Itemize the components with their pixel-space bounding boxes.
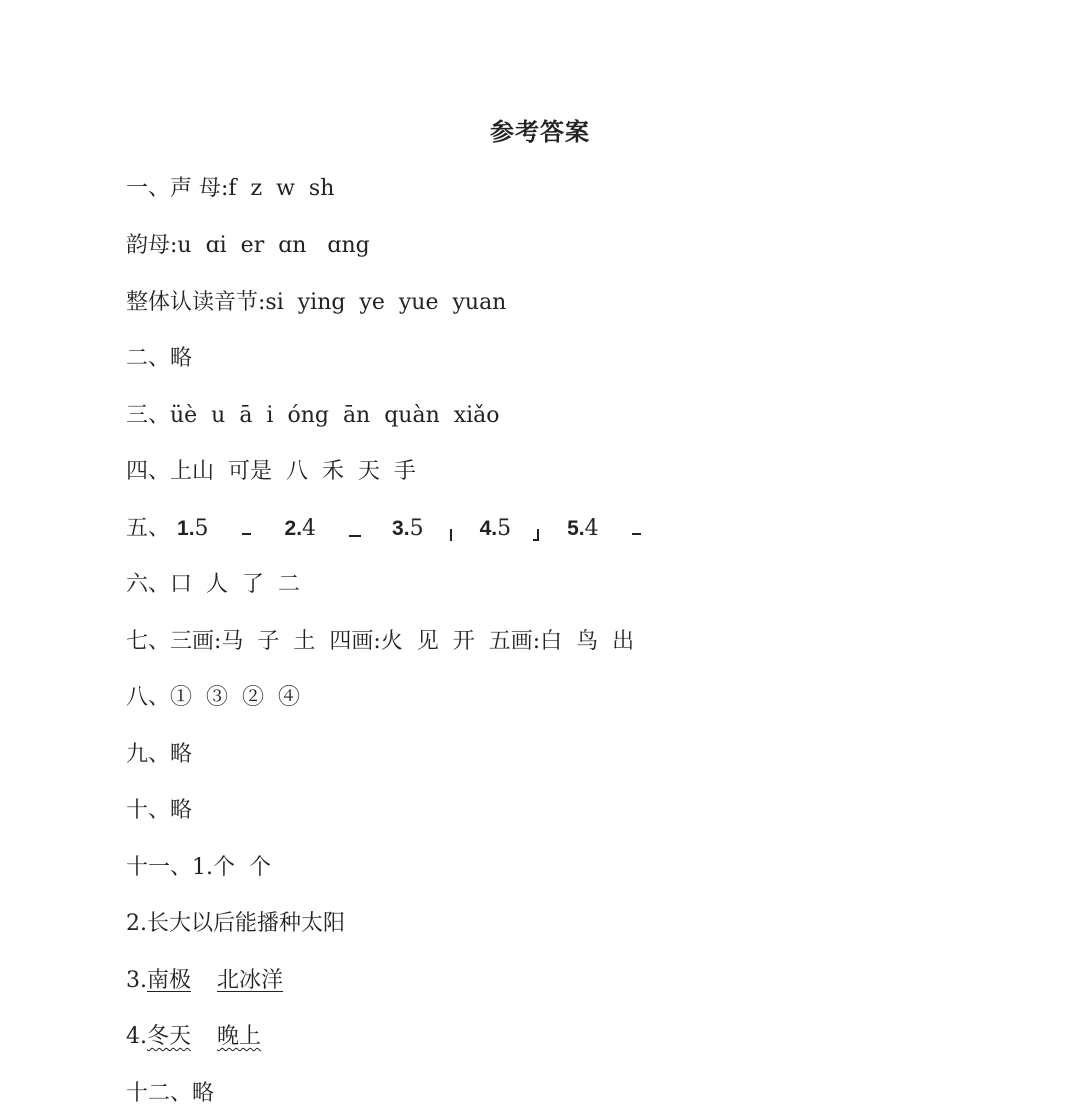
answer-line-7: 七、三画:马 子 土 四画:火 见 开 五画:白 鸟 出 — [126, 629, 635, 654]
answer-line-11-3 — [126, 966, 283, 996]
answer-line-4: 四、上山 可是 八 禾 天 手 — [126, 459, 416, 484]
answer-line-10: 十、略 — [126, 798, 193, 823]
answer-11-4-prefix: 4. — [126, 1024, 147, 1049]
answer-line-6: 六、口 人 了 二 — [126, 572, 300, 597]
answer-5-item-2: 2.4 — [285, 514, 358, 544]
answer-line-11-4 — [126, 1022, 261, 1052]
answer-line-1-initials: 一、声 母:f z w sh — [126, 176, 335, 201]
answer-line-5 — [126, 514, 640, 544]
page-title: 参考答案 — [490, 117, 590, 146]
answer-line-3: 三、üè u ā i óng ān quàn xiǎo — [126, 403, 500, 428]
stroke-mark-horizontal — [349, 527, 357, 535]
stroke-mark-vertical-hook — [534, 527, 542, 535]
answer-line-9: 九、略 — [126, 742, 193, 767]
answer-line-2: 二、略 — [126, 346, 193, 371]
answer-line-finals: 韵母:u ɑi er ɑn ɑng — [126, 233, 370, 258]
answer-11-3-prefix: 3. — [126, 968, 147, 993]
wavy-underlined-answer: 晚上 — [217, 1024, 262, 1049]
answer-5-prefix: 五、 — [126, 516, 171, 541]
answer-5-item-1: 1.5 — [177, 514, 250, 544]
answer-line-whole-syllables: 整体认读音节:si ying ye yue yuan — [126, 290, 507, 315]
stroke-mark-vertical — [447, 527, 455, 535]
answer-5-item-4: 4.5 — [480, 514, 543, 544]
wavy-underlined-answer: 冬天 — [147, 1024, 192, 1049]
underlined-answer: 南极 — [147, 968, 192, 993]
answer-line-8: 八、① ③ ② ④ — [126, 685, 300, 710]
answer-line-11-2: 2.长大以后能播种太阳 — [126, 911, 345, 936]
stroke-mark-horizontal — [632, 527, 640, 535]
answer-line-12: 十二、略 — [126, 1081, 215, 1106]
answer-line-11-1: 十一、1.个 个 — [126, 855, 271, 880]
answer-5-item-3: 3.5 — [392, 514, 455, 544]
underlined-answer: 北冰洋 — [217, 968, 284, 993]
stroke-mark-horizontal — [242, 527, 250, 535]
answer-5-item-5: 5.4 — [567, 514, 640, 544]
